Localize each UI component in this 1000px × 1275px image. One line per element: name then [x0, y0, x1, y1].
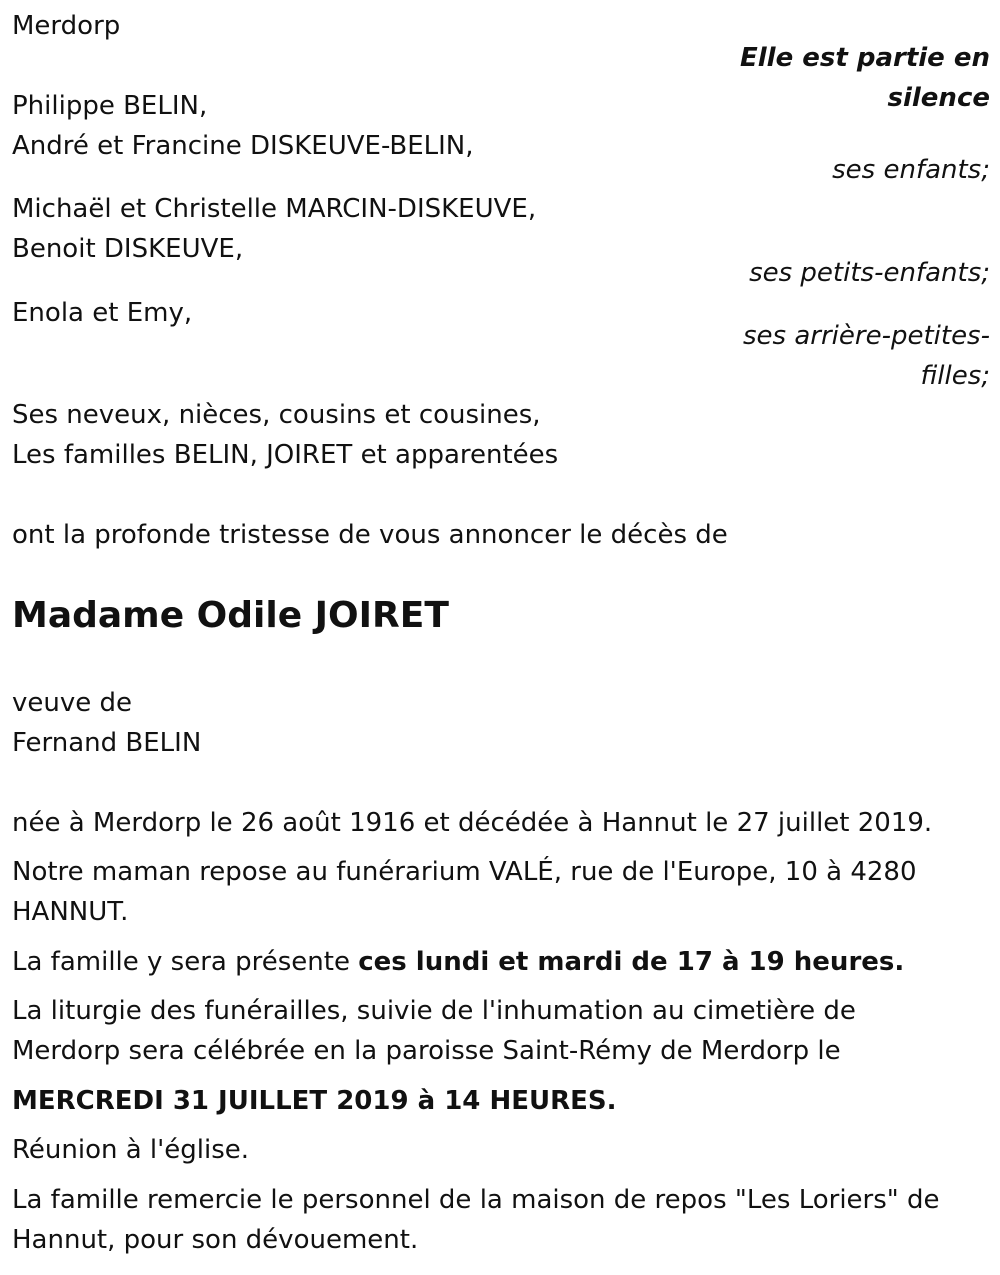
rest-place-line-1: Notre maman repose au funérarium VALÉ, rue de l'Europe, 10 à 4280: [12, 857, 917, 887]
visit-prefix: La famille y sera présente: [12, 947, 359, 977]
other-relatives-1: Ses neveux, nièces, cousins et cousines,: [12, 400, 541, 430]
grandchildren-role: ses petits-enfants;: [749, 258, 990, 288]
announcement-text: ont la profonde tristesse de vous annoncer le décès de: [12, 520, 728, 550]
thanks-line-1: La famille remercie le personnel de la maison de repos "Les Loriers" de: [12, 1185, 940, 1215]
spouse-name: Fernand BELIN: [12, 728, 202, 758]
great-grandchildren-names: Enola et Emy,: [12, 298, 193, 328]
thanks-line-2: Hannut, pour son dévouement.: [12, 1225, 419, 1255]
rest-place-line-2: HANNUT.: [12, 897, 129, 927]
liturgy-line-2: Merdorp sera célébrée en la paroisse Saint-Rémy de Merdorp le: [12, 1036, 841, 1066]
ceremony-date: MERCREDI 31 JUILLET 2019 à 14 HEURES.: [12, 1086, 617, 1116]
motto-line-2: silence: [887, 83, 990, 113]
birth-death-text: née à Merdorp le 26 août 1916 et décédée à Hannut le 27 juillet 2019.: [12, 808, 933, 838]
child-name-1: Philippe BELIN,: [12, 91, 208, 121]
other-relatives-2: Les familles BELIN, JOIRET et apparentées: [12, 440, 559, 470]
widow-label: veuve de: [12, 688, 133, 718]
meeting-text: Réunion à l'église.: [12, 1135, 250, 1165]
liturgy-line-1: La liturgie des funérailles, suivie de l'inhumation au cimetière de: [12, 996, 856, 1026]
motto-line-1: Elle est partie en: [739, 43, 990, 73]
place-name: Merdorp: [12, 11, 121, 41]
grandchild-name-2: Benoit DISKEUVE,: [12, 234, 244, 264]
visit-times: ces lundi et mardi de 17 à 19 heures.: [358, 947, 905, 977]
child-name-2: André et Francine DISKEUVE-BELIN,: [12, 131, 474, 161]
deceased-name: Madame Odile JOIRET: [12, 595, 449, 636]
great-grandchildren-role-line-2: filles;: [920, 361, 990, 391]
grandchild-name-1: Michaël et Christelle MARCIN-DISKEUVE,: [12, 194, 537, 224]
visit-hours: [12, 942, 904, 982]
children-role: ses enfants;: [832, 155, 990, 185]
great-grandchildren-role-line-1: ses arrière-petites-: [743, 321, 990, 351]
